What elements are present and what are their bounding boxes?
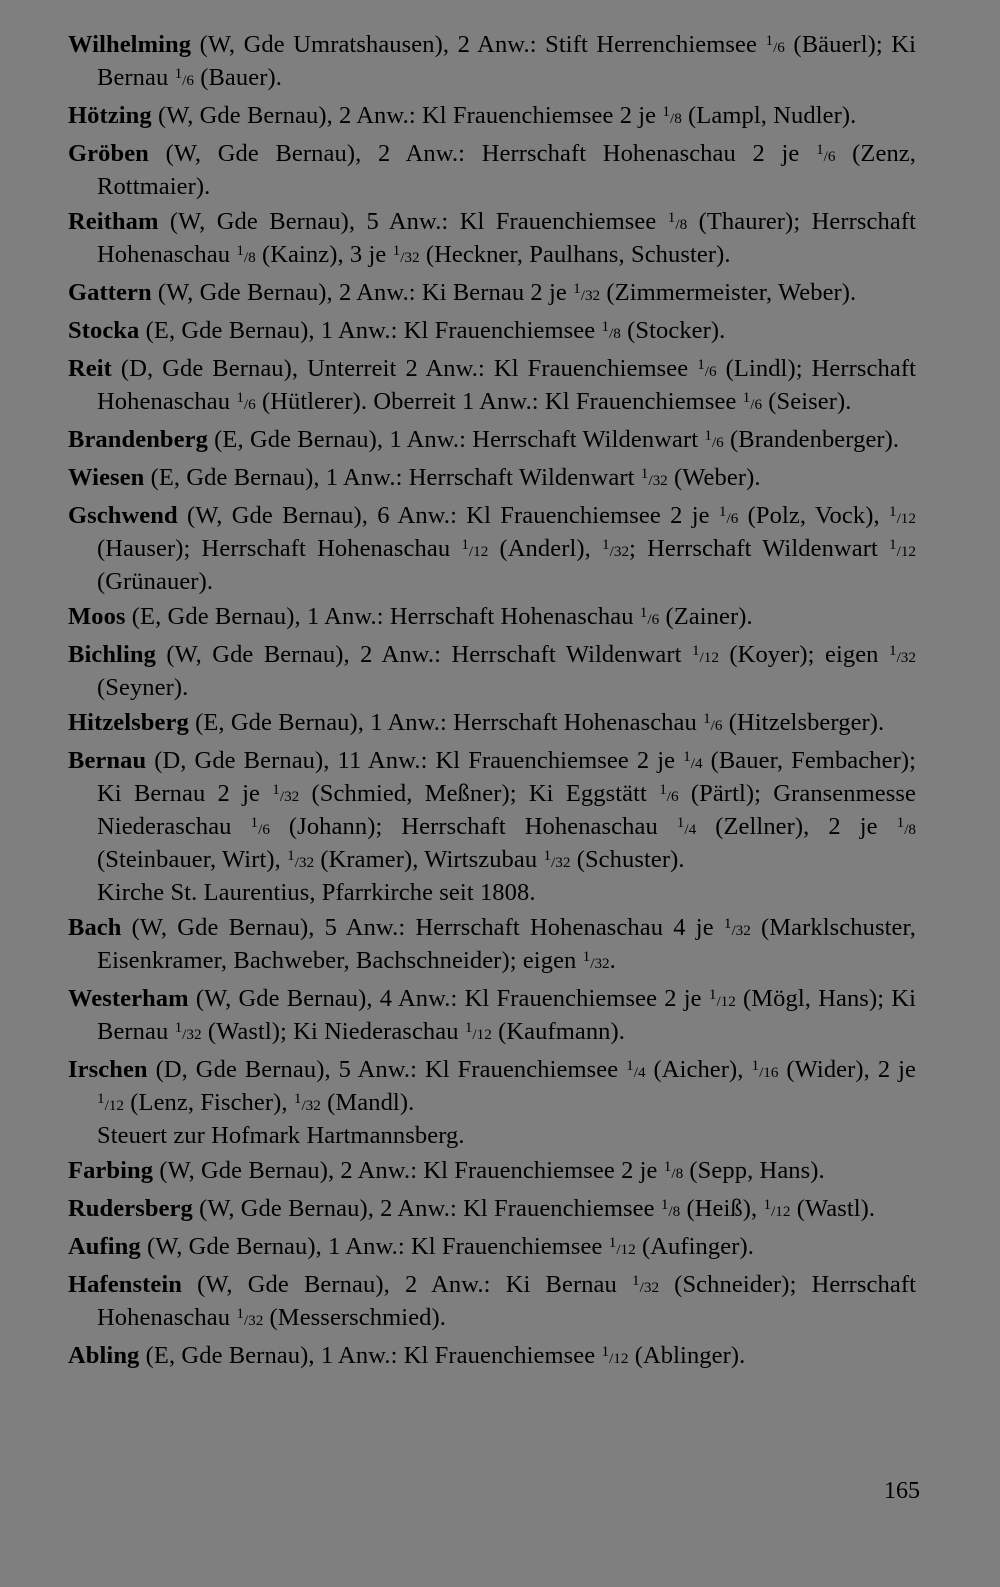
share-fraction: $^1$/12 [708,986,736,1010]
share-fraction: $^1$/32 [632,1272,660,1296]
place-name: Farbing [68,1157,154,1184]
place-entry [68,640,916,703]
share-fraction: $^1$/12 [691,642,719,666]
entry-text: (W, Gde Bernau), 2 Anw.: Herrschaft Hohenaschau 2 je [148,140,817,167]
entry-text: (Brandenberger). [723,426,900,453]
entry-text: (W, Gde Bernau), 2 Anw.: Kl Frauenchiemsee 2 je [153,1157,664,1184]
entry-text: (Mandl). [320,1089,415,1116]
entry-text: (E, Gde Bernau), 1 Anw.: Herrschaft Wildenwart [144,464,641,491]
share-fraction: $^1$/8 [896,814,917,838]
share-fraction: $^1$/12 [97,1090,125,1114]
entry-text: (D, Gde Bernau), 11 Anw.: Kl Frauenchiemsee 2 je [146,747,684,774]
share-fraction: $^1$/12 [763,1196,791,1220]
share-fraction: $^1$/4 [626,1057,646,1081]
place-name: Brandenberg [68,426,208,453]
share-fraction: $^1$/8 [236,242,256,266]
place-name: Abling [68,1342,140,1369]
entry-text: (Thaurer); Herrschaft Hohenaschau [97,208,916,268]
place-name: Gattern [68,279,152,306]
place-name: Hafenstein [68,1271,182,1298]
share-fraction: $^1$/6 [639,604,660,628]
entry-note: Steuert zur Hofmark Hartmannsberg. [97,1122,465,1149]
entry-text: (Wider), 2 je [778,1056,917,1083]
place-entry [68,708,916,741]
place-entry [68,1156,916,1189]
share-fraction: $^1$/8 [662,103,682,127]
entry-text: (Bauer). [194,64,282,91]
entry-text: . [609,947,616,974]
share-fraction: $^1$/32 [543,847,571,871]
entry-text: (Aufinger). [635,1233,754,1260]
entry-text: (Bäuerl); Ki Bernau [97,31,916,91]
place-entry [68,207,916,273]
place-entry [68,354,916,420]
place-name: Hitzelsberg [68,709,189,736]
entry-text: (W, Gde Bernau), 1 Anw.: Kl Frauenchiemsee [140,1233,609,1260]
entry-text: (W, Gde Bernau), 2 Anw.: Herrschaft Wildenwart [155,641,692,668]
share-fraction: $^1$/6 [765,32,785,56]
place-entry [68,463,916,496]
share-fraction: $^1$/32 [640,465,668,489]
entry-text: (W, Gde Umratshausen), 2 Anw.: Stift Herrenchiemsee [191,31,766,58]
share-fraction: $^1$/6 [250,814,270,838]
entry-text: (Messerschmied). [263,1304,447,1331]
entry-text: (W, Gde Bernau), 6 Anw.: Kl Frauenchiemsee 2 je [177,502,719,529]
share-fraction: $^1$/12 [461,536,489,560]
place-entry [68,1055,916,1151]
place-name: Bach [68,914,122,941]
share-fraction: $^1$/32 [573,280,601,304]
place-name: Rudersberg [68,1195,193,1222]
share-fraction: $^1$/12 [601,1343,629,1367]
entry-text: (D, Gde Bernau), 5 Anw.: Kl Frauenchiemsee [147,1056,627,1083]
place-name: Westerham [68,985,189,1012]
entry-text: (W, Gde Bernau), 5 Anw.: Herrschaft Hohenaschau 4 je [121,914,724,941]
share-fraction: $^1$/6 [742,389,763,413]
place-entry [68,425,916,458]
place-name: Irschen [68,1056,148,1083]
entry-text: (Wastl). [790,1195,876,1222]
share-fraction: $^1$/8 [601,318,621,342]
place-name: Bernau [68,747,147,774]
entry-text: (Zenz, Rottmaier). [97,140,916,200]
share-fraction: $^1$/32 [174,1019,202,1043]
entry-text: (Heckner, Paulhans, Schuster). [419,241,731,268]
place-name: Gröben [68,140,149,167]
place-name: Wiesen [68,464,145,491]
entry-text: (Kainz), 3 je [255,241,393,268]
place-entry [68,278,916,311]
entry-text: (Kramer), Wirtszubau [314,846,544,873]
entry-text: (Zimmermeister, Weber). [600,279,857,306]
share-fraction: $^1$/12 [888,503,916,527]
entry-text: (Stocker). [620,317,726,344]
entry-text: (W, Gde Bernau), 4 Anw.: Kl Frauenchiemsee 2 je [188,985,709,1012]
entry-text: (W, Gde Bernau), 2 Anw.: Ki Bernau 2 je [151,279,574,306]
share-fraction: $^1$/6 [174,65,194,89]
place-entry [68,101,916,134]
page-body [68,30,916,1379]
place-entry [68,1341,916,1374]
share-fraction: $^1$/12 [889,536,917,560]
entry-text: (Zainer). [659,603,753,630]
entry-text: (Aicher), [645,1056,752,1083]
entry-text: (Schuster). [570,846,685,873]
share-fraction: $^1$/6 [816,141,836,165]
place-name: Hötzing [68,102,152,129]
entry-text: (Johann); Herrschaft Hohenaschau [269,813,677,840]
share-fraction: $^1$/32 [392,242,420,266]
share-fraction: $^1$/6 [697,356,717,380]
entry-text: (Lampl, Nudler). [681,102,857,129]
share-fraction: $^1$/12 [608,1234,636,1258]
place-name: Aufing [68,1233,141,1260]
place-entry [68,139,916,202]
share-fraction: $^1$/6 [659,781,679,805]
entry-text: (W, Gde Bernau), 2 Anw.: Ki Bernau [181,1271,633,1298]
share-fraction: $^1$/32 [293,1090,321,1114]
entry-text: (Seiser). [762,388,852,415]
place-name: Stocka [68,317,140,344]
entry-text: (Zellner), 2 je [696,813,897,840]
share-fraction: $^1$/32 [236,1305,264,1329]
share-fraction: $^1$/4 [676,814,697,838]
entry-text: (Marklschuster, Eisenkramer, Bachweber, Bachschneider); eigen [97,914,916,974]
share-fraction: $^1$/4 [683,748,703,772]
place-entry [68,501,916,597]
entry-text: (Hütlerer). Oberreit 1 Anw.: Kl Frauenchiemsee [255,388,743,415]
entry-text: (W, Gde Bernau), 5 Anw.: Kl Frauenchiemsee [158,208,668,235]
share-fraction: $^1$/6 [236,389,256,413]
entry-text: (Anderl), [488,535,603,562]
entry-text: (Bauer, Fembacher); Ki Bernau 2 je [97,747,917,807]
place-entry [68,316,916,349]
place-entry [68,1194,916,1227]
entry-text: (Hauser); Herrschaft Hohenaschau [97,535,462,562]
entry-text: (E, Gde Bernau), 1 Anw.: Herrschaft Hohenaschau [188,709,704,736]
place-entry [68,602,916,635]
entry-text: (W, Gde Bernau), 2 Anw.: Kl Frauenchiemsee [192,1195,661,1222]
share-fraction: $^1$/8 [663,1158,684,1182]
entry-text: (Wastl); Ki Niederaschau [201,1018,465,1045]
share-fraction: $^1$/12 [464,1019,492,1043]
entry-text: (D, Gde Bernau), Unterreit 2 Anw.: Kl Frauenchiemsee [111,355,698,382]
share-fraction: $^1$/32 [582,948,610,972]
share-fraction: $^1$/8 [660,1196,681,1220]
share-fraction: $^1$/6 [703,710,723,734]
entry-text: (W, Gde Bernau), 2 Anw.: Kl Frauenchiemsee 2 je [151,102,663,129]
entry-text: (Hitzelsberger). [722,709,885,736]
entry-text: (Lindl); Herrschaft Hohenaschau [97,355,916,415]
share-fraction: $^1$/6 [718,503,739,527]
place-entry [68,913,916,979]
entry-text: (Weber). [667,464,761,491]
entry-text: (Mögl, Hans); Ki Bernau [97,985,916,1045]
share-fraction: $^1$/32 [272,781,300,805]
entry-text: (Lenz, Fischer), [124,1089,294,1116]
share-fraction: $^1$/16 [751,1057,779,1081]
share-fraction: $^1$/6 [704,427,724,451]
entry-text: (Seyner). [97,674,189,701]
entry-text: (Kaufmann). [491,1018,626,1045]
entry-text: (Steinbauer, Wirt), [97,846,288,873]
share-fraction: $^1$/32 [287,847,315,871]
place-name: Reit [68,355,112,382]
place-entry [68,984,916,1050]
entry-text: (Schneider); Herrschaft Hohenaschau [97,1271,916,1331]
entry-text: (Polz, Vock), [738,502,889,529]
place-name: Bichling [68,641,156,668]
place-entry [68,746,916,908]
entry-text: ; Herrschaft Wildenwart [629,535,890,562]
place-entry [68,30,916,96]
place-name: Gschwend [68,502,178,529]
entry-text: (Ablinger). [628,1342,746,1369]
entry-text: (E, Gde Bernau), 1 Anw.: Kl Frauenchiemsee [139,317,602,344]
entry-text: (Sepp, Hans). [683,1157,825,1184]
entry-text: (Schmied, Meßner); Ki Eggstätt [299,780,660,807]
entry-text: (Grünauer). [97,568,214,595]
entry-text: (Heiß), [680,1195,764,1222]
entry-text: (E, Gde Bernau), 1 Anw.: Kl Frauenchiemsee [139,1342,602,1369]
place-name: Moos [68,603,126,630]
page-number: 165 [884,1478,920,1504]
share-fraction: $^1$/32 [723,915,751,939]
entry-text: (E, Gde Bernau), 1 Anw.: Herrschaft Wildenwart [207,426,705,453]
entry-note: Kirche St. Laurentius, Pfarrkirche seit 1808. [97,879,536,906]
share-fraction: $^1$/32 [888,642,916,666]
entry-text: (E, Gde Bernau), 1 Anw.: Herrschaft Hohenaschau [125,603,640,630]
place-name: Reitham [68,208,159,235]
share-fraction: $^1$/32 [602,536,630,560]
entry-text: (Pärtl); Gransenmesse Niederaschau [97,780,917,840]
share-fraction: $^1$/8 [667,209,688,233]
entry-text: (Koyer); eigen [718,641,889,668]
place-entry [68,1270,916,1336]
place-entry [68,1232,916,1265]
place-name: Wilhelming [68,31,192,58]
